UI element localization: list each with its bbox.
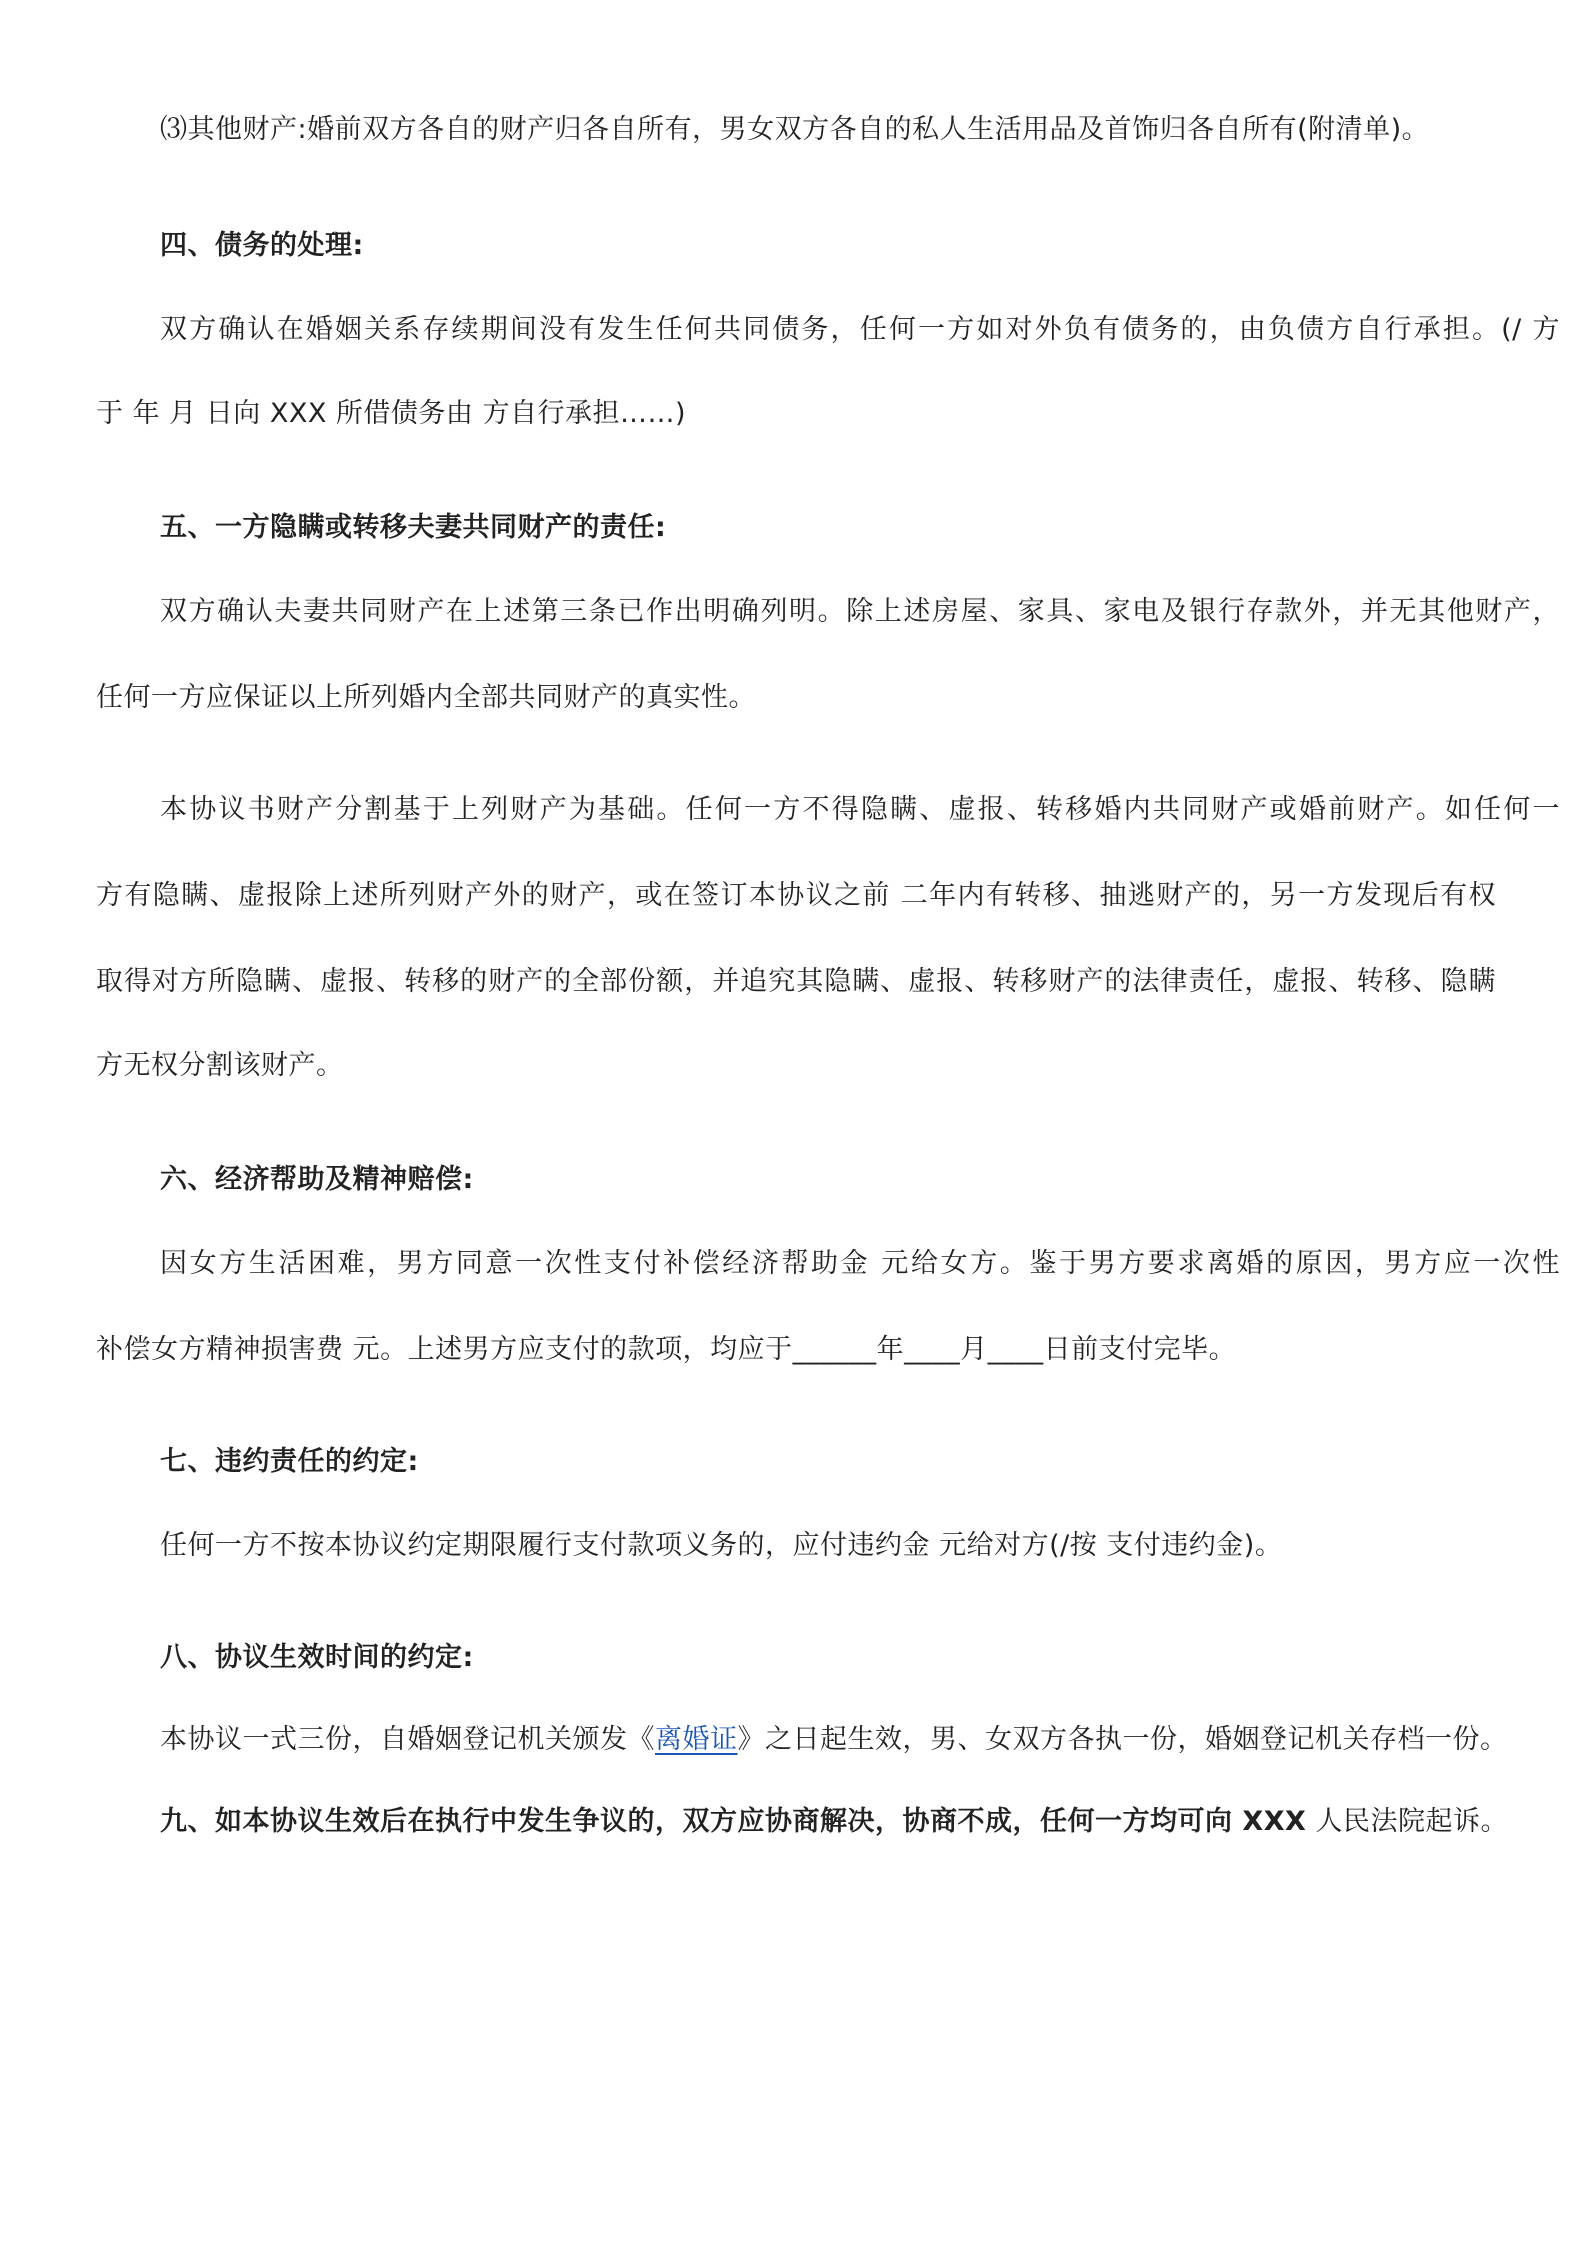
- paragraph-debts-line-1: 双方确认在婚姻关系存续期间没有发生任何共同债务，任何一方如对外负有债务的，由负债方自行承担。(/ 方: [160, 314, 1560, 345]
- paragraph-concealment-b-line-3: 取得对方所隐瞒、虚报、转移的财产的全部份额，并追究其隐瞒、虚报、转移财产的法律责任，虚报、转移、隐瞒: [96, 966, 1496, 997]
- paragraph-compensation-line-2: 补偿女方精神损害费 元。上述男方应支付的款项，均应于______年____月____日前支付完毕。: [96, 1334, 1237, 1365]
- effective-date-text-after: 》之日起生效，男、女双方各执一份，婚姻登记机关存档一份。: [737, 1724, 1508, 1755]
- paragraph-concealment-a-line-1: 双方确认夫妻共同财产在上述第三条已作出明确列明。除上述房屋、家具、家电及银行存款外，并无其他财产，: [160, 596, 1560, 627]
- paragraph-concealment-a-line-2: 任何一方应保证以上所列婚内全部共同财产的真实性。: [96, 682, 756, 713]
- paragraph-debts-line-2: 于 年 月 日向 XXX 所借债务由 方自行承担……): [96, 398, 687, 429]
- paragraph-other-property: ⑶其他财产:婚前双方各自的财产归各自所有，男女双方各自的私人生活用品及首饰归各自所有(附清单)。: [160, 114, 1430, 145]
- effective-date-text-before: 本协议一式三份，自婚姻登记机关颁发《: [160, 1724, 655, 1755]
- section-heading-concealment: 五、一方隐瞒或转移夫妻共同财产的责任:: [160, 512, 667, 543]
- paragraph-concealment-b-line-2: 方有隐瞒、虚报除上述所列财产外的财产，或在签订本协议之前 二年内有转移、抽逃财产的，另一方发现后有权: [96, 880, 1496, 911]
- paragraph-dispute-resolution: [96, 1804, 1560, 1840]
- section-heading-effective-date: 八、协议生效时间的约定:: [160, 1642, 474, 1673]
- dispute-resolution-bold-text: 九、如本协议生效后在执行中发生争议的，双方应协商解决，协商不成，任何一方均可向 XXX: [160, 1806, 1307, 1837]
- paragraph-effective-date: [96, 1722, 1560, 1758]
- paragraph-compensation-line-1: 因女方生活困难，男方同意一次性支付补偿经济帮助金 元给女方。鉴于男方要求离婚的原因，男方应一次性: [160, 1248, 1560, 1279]
- section-heading-debts: 四、债务的处理:: [160, 230, 364, 261]
- dispute-resolution-court-text: 人民法院起诉。: [1306, 1806, 1508, 1837]
- paragraph-breach: 任何一方不按本协议约定期限履行支付款项义务的，应付违约金 元给对方(/按 支付违约金)。: [160, 1530, 1283, 1561]
- paragraph-concealment-b-line-1: 本协议书财产分割基于上列财产为基础。任何一方不得隐瞒、虚报、转移婚内共同财产或婚前财产。如任何一: [160, 794, 1560, 825]
- divorce-certificate-link[interactable]: 离婚证: [655, 1724, 738, 1755]
- paragraph-concealment-b-line-4: 方无权分割该财产。: [96, 1050, 344, 1081]
- section-heading-breach: 七、违约责任的约定:: [160, 1446, 419, 1477]
- section-heading-compensation: 六、经济帮助及精神赔偿:: [160, 1164, 474, 1195]
